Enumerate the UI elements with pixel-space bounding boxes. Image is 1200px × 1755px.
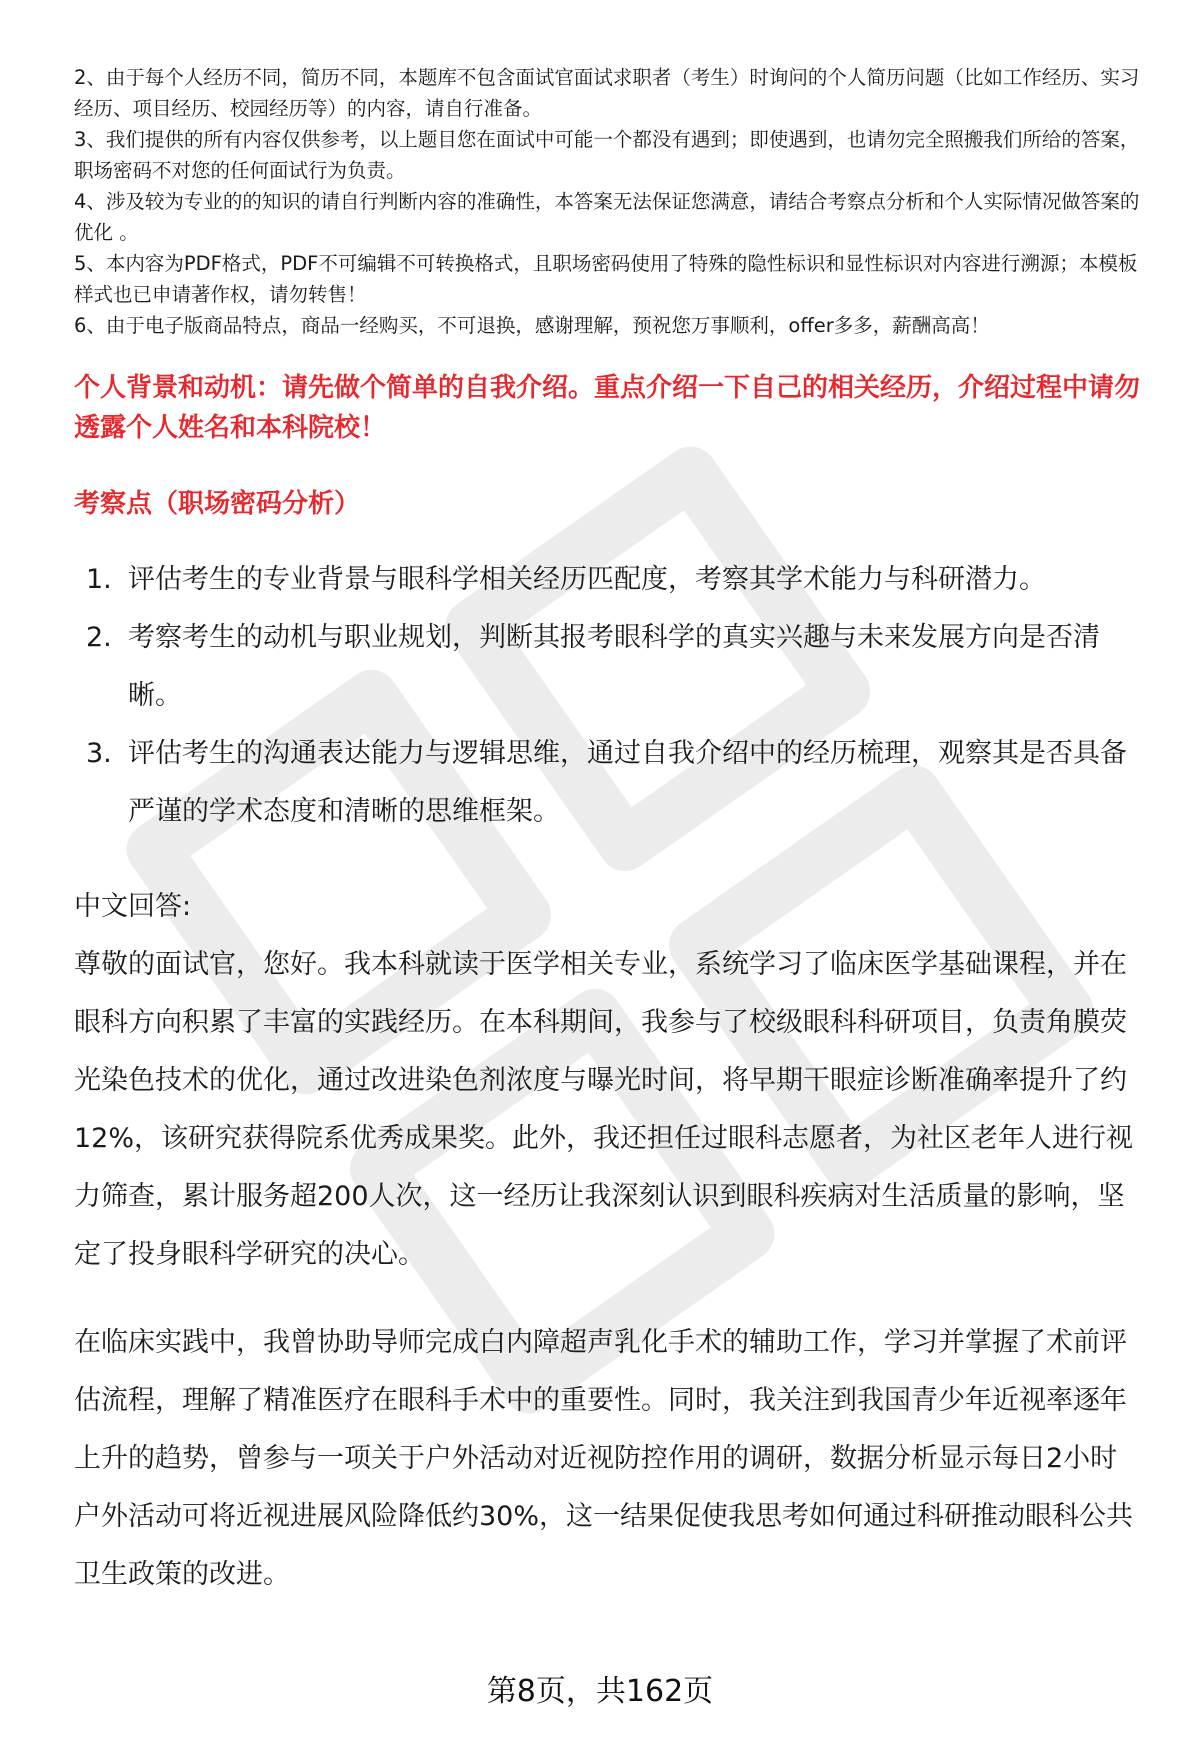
note-item: 2、由于每个人经历不同，简历不同，本题库不包含面试官面试求职者（考生）时询问的个人简历问题（比如工作经历、实习经历、项目经历、校园经历等）的内容，请自行准备。: [74, 66, 1140, 120]
paragraph-gap: [74, 1284, 1144, 1314]
note-item: 3、我们提供的所有内容仅供参考，以上题目您在面试中可能一个都没有遇到；即使遇到，也请勿完全照搬我们所给的答案，职场密码不对您的任何面试行为负责。: [74, 128, 1140, 182]
list-text: 评估考生的沟通表达能力与逻辑思维，通过自我介绍中的经历梳理，观察其是否具备严谨的学术态度和清晰的思维框架。: [128, 738, 1127, 827]
list-number: 3.: [86, 738, 112, 769]
list-number: 1.: [86, 564, 112, 595]
answer-paragraph: 尊敬的面试官，您好。我本科就读于医学相关专业，系统学习了临床医学基础课程，并在眼科方向积累了丰富的实践经历。在本科期间，我参与了校级眼科科研项目，负责角膜荧光染色技术的优化，通过改进染色剂浓度与曝光时间，将早期干眼症诊断准确率提升了约12%，该研究获得院系优秀成果奖。此外，我还担任过眼科志愿者，为社区老年人进行视力筛查，累计服务超200人次，这一经历让我深刻认识到眼科疾病对生活质量的影响，坚定了投身眼科学研究的决心。: [74, 949, 1134, 1270]
list-number: 2.: [86, 622, 112, 653]
list-item: [74, 609, 1144, 725]
assessment-title: 考察点（职场密码分析）: [74, 489, 361, 519]
list-item: [74, 725, 1144, 841]
page-number: 第8页，共162页: [486, 1674, 714, 1709]
note-item: 4、涉及较为专业的的知识的请自行判断内容的准确性，本答案无法保证您满意，请结合考察点分析和个人实际情况做答案的优化 。: [74, 190, 1140, 244]
answer-label: 中文回答:: [74, 891, 192, 922]
list-text: 考察考生的动机与职业规划，判断其报考眼科学的真实兴趣与未来发展方向是否清晰。: [128, 622, 1100, 711]
answer-section: [74, 878, 1144, 1604]
assessment-points: [74, 551, 1144, 841]
answer-paragraph: 在临床实践中，我曾协助导师完成白内障超声乳化手术的辅助工作，学习并掌握了术前评估流程，理解了精准医疗在眼科手术中的重要性。同时，我关注到我国青少年近视率逐年上升的趋势，曾参与一项关于户外活动对近视防控作用的调研，数据分析显示每日2小时户外活动可将近视进展风险降低约30%，这一结果促使我思考如何通过科研推动眼科公共卫生政策的改进。: [74, 1327, 1134, 1590]
note-item: 6、由于电子版商品特点，商品一经购买，不可退换，感谢理解，预祝您万事顺利，offer多多，薪酬高高！: [74, 314, 990, 337]
list-text: 评估考生的专业背景与眼科学相关经历匹配度，考察其学术能力与科研潜力。: [128, 564, 1046, 595]
question-title: 个人背景和动机：请先做个简单的自我介绍。重点介绍一下自己的相关经历，介绍过程中请勿透露个人姓名和本科院校！: [74, 373, 1141, 443]
note-item: 5、本内容为PDF格式，PDF不可编辑不可转换格式，且职场密码使用了特殊的隐性标识和显性标识对内容进行溯源；本模板样式也已申请著作权，请勿转售！: [74, 252, 1138, 306]
disclaimer-notes: [74, 62, 1144, 341]
list-item: [74, 551, 1144, 609]
